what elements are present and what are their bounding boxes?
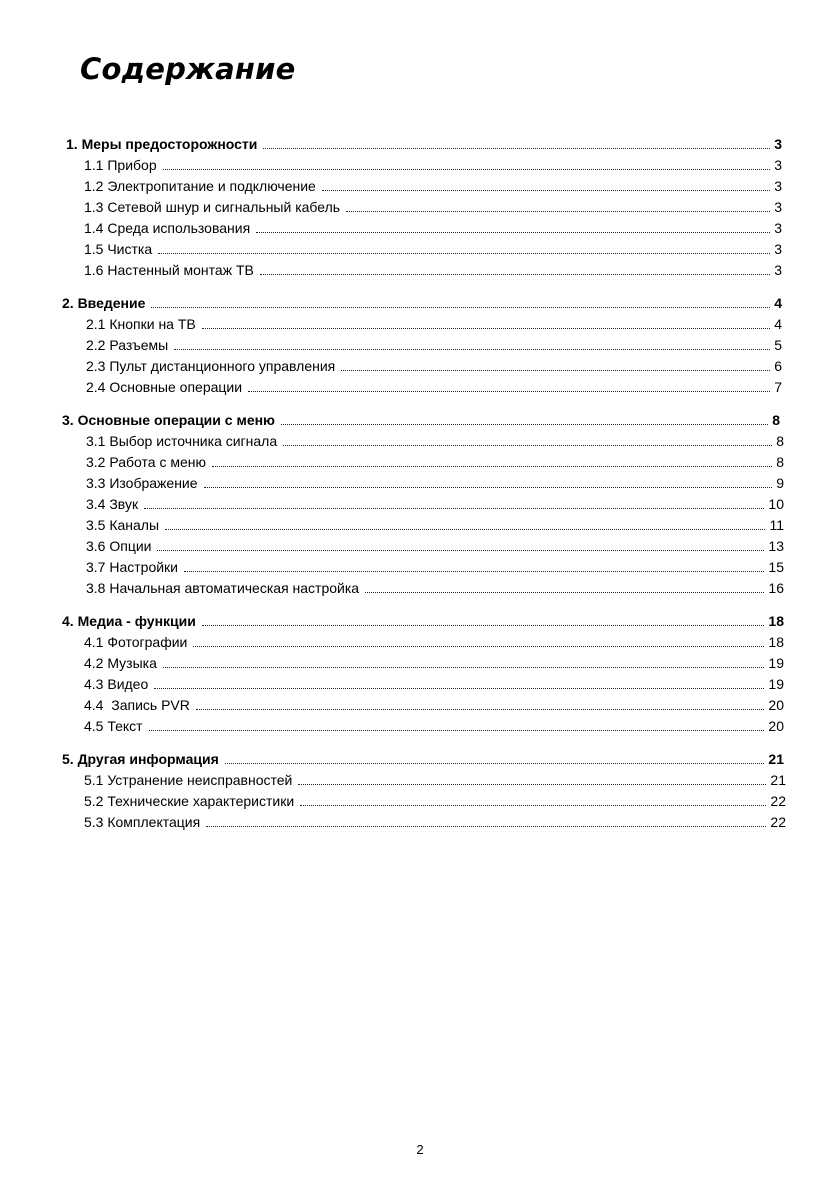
toc-section-4: [0, 611, 840, 737]
dot-leader: [341, 370, 770, 371]
toc-entry[interactable]: [0, 578, 784, 599]
dot-leader: [298, 784, 766, 785]
dot-leader: [157, 550, 764, 551]
dot-leader: [196, 709, 765, 710]
toc-page-number: 21: [768, 751, 784, 767]
toc-entry-label: 3.6 Опции: [86, 538, 152, 554]
toc-entry-label: 1.5 Чистка: [84, 241, 153, 257]
toc-page-number: 7: [774, 379, 782, 395]
dot-leader: [322, 190, 770, 191]
toc-page-number: 3: [774, 157, 782, 173]
toc-entry-label: 3.5 Каналы: [86, 517, 160, 533]
toc-section-1: [0, 134, 840, 281]
toc-entry-label: 3.1 Выбор источника сигнала: [86, 433, 278, 449]
toc-entry[interactable]: [0, 770, 786, 791]
dot-leader: [212, 466, 772, 467]
toc-entry[interactable]: [0, 239, 782, 260]
dot-leader: [248, 391, 770, 392]
toc-entry[interactable]: [0, 632, 784, 653]
toc-entry[interactable]: [0, 377, 782, 398]
dot-leader: [144, 508, 764, 509]
toc-entry[interactable]: [0, 473, 784, 494]
toc-page-number: 13: [768, 538, 784, 554]
page-title: Содержание: [80, 52, 296, 86]
toc-page-number: 3: [774, 220, 782, 236]
toc-entry-label: 3.3 Изображение: [86, 475, 198, 491]
toc-entry-label: 4.1 Фотографии: [84, 634, 188, 650]
toc-entry[interactable]: [0, 431, 784, 452]
toc-entry-label: 2.2 Разъемы: [86, 337, 169, 353]
toc-entry-label: 1.2 Электропитание и подключение: [84, 178, 316, 194]
dot-leader: [281, 424, 768, 425]
toc-entry[interactable]: [0, 515, 784, 536]
toc-entry[interactable]: [0, 653, 784, 674]
toc-page-number: 19: [768, 655, 784, 671]
toc-entry-label: 1.6 Настенный монтаж ТВ: [84, 262, 254, 278]
dot-leader: [300, 805, 766, 806]
toc-entry[interactable]: [0, 218, 782, 239]
dot-leader: [193, 646, 764, 647]
toc-page-number: 15: [768, 559, 784, 575]
dot-leader: [202, 328, 770, 329]
toc-entry-label: 3.7 Настройки: [86, 559, 178, 575]
toc-page-number: 9: [776, 475, 784, 491]
toc-page-number: 3: [774, 241, 782, 257]
toc-section-2: [0, 293, 840, 398]
toc-page-number: 8: [772, 412, 780, 428]
toc-page-number: 18: [768, 634, 784, 650]
toc-entry-label: 5.1 Устранение неисправностей: [84, 772, 293, 788]
toc-heading-label: 1. Меры предосторожности: [66, 136, 258, 152]
dot-leader: [225, 763, 765, 764]
toc-entry-label: 2.3 Пульт дистанционного управления: [86, 358, 336, 374]
toc-heading[interactable]: [0, 749, 784, 770]
toc-page-number: 3: [774, 178, 782, 194]
toc-section-3: [0, 410, 840, 599]
dot-leader: [206, 826, 766, 827]
toc-entry[interactable]: [0, 452, 784, 473]
toc-entry[interactable]: [0, 674, 784, 695]
toc-entry[interactable]: [0, 791, 786, 812]
toc-page-number: 3: [774, 262, 782, 278]
toc-entry-label: 2.1 Кнопки на ТВ: [86, 316, 196, 332]
toc-page-number: 22: [770, 793, 786, 809]
toc-heading-label: 5. Другая информация: [62, 751, 219, 767]
toc-heading[interactable]: [0, 410, 780, 431]
toc-entry[interactable]: [0, 494, 784, 515]
toc-page-number: 4: [774, 316, 782, 332]
toc-page-number: 21: [770, 772, 786, 788]
toc-entry[interactable]: [0, 716, 784, 737]
toc-entry[interactable]: [0, 536, 784, 557]
dot-leader: [204, 487, 773, 488]
toc-entry[interactable]: [0, 335, 782, 356]
toc-entry-label: 1.1 Прибор: [84, 157, 157, 173]
toc-entry[interactable]: [0, 176, 782, 197]
toc-entry-label: 5.3 Комплектация: [84, 814, 201, 830]
dot-leader: [256, 232, 770, 233]
toc-page-number: 6: [774, 358, 782, 374]
toc-page-number: 19: [768, 676, 784, 692]
toc-entry[interactable]: [0, 155, 782, 176]
table-of-contents: [0, 134, 840, 845]
toc-heading-label: 3. Основные операции с меню: [62, 412, 276, 428]
toc-page-number: 16: [768, 580, 784, 596]
dot-leader: [154, 688, 764, 689]
toc-entry-label: 3.4 Звук: [86, 496, 139, 512]
dot-leader: [184, 571, 764, 572]
toc-page-number: 22: [770, 814, 786, 830]
dot-leader: [163, 169, 771, 170]
toc-entry-label: 5.2 Технические характеристики: [84, 793, 295, 809]
toc-page-number: 8: [776, 433, 784, 449]
toc-entry-label: 1.3 Сетевой шнур и сигнальный кабель: [84, 199, 341, 215]
toc-entry-label: 4.4 Запись PVR: [84, 697, 190, 713]
toc-page-number: 3: [774, 136, 782, 152]
dot-leader: [365, 592, 764, 593]
page-number: 2: [416, 1142, 424, 1157]
toc-entry-label: 4.2 Музыка: [84, 655, 157, 671]
toc-entry-label: 1.4 Среда использования: [84, 220, 251, 236]
toc-page-number: 3: [774, 199, 782, 215]
toc-page-number: 20: [768, 697, 784, 713]
toc-page-number: 11: [769, 517, 784, 533]
dot-leader: [263, 148, 770, 149]
dot-leader: [163, 667, 765, 668]
toc-page-number: 8: [776, 454, 784, 470]
dot-leader: [283, 445, 772, 446]
toc-heading[interactable]: [0, 134, 782, 155]
dot-leader: [174, 349, 770, 350]
toc-entry[interactable]: [0, 314, 782, 335]
dot-leader: [158, 253, 770, 254]
toc-heading-label: 2. Введение: [62, 295, 146, 311]
toc-entry[interactable]: [0, 356, 782, 377]
toc-entry[interactable]: [0, 695, 784, 716]
toc-entry[interactable]: [0, 557, 784, 578]
dot-leader: [151, 307, 770, 308]
toc-entry-label: 2.4 Основные операции: [86, 379, 243, 395]
dot-leader: [202, 625, 765, 626]
toc-page-number: 20: [768, 718, 784, 734]
toc-entry-label: 3.8 Начальная автоматическая настройка: [86, 580, 360, 596]
toc-page-number: 5: [774, 337, 782, 353]
dot-leader: [165, 529, 765, 530]
dot-leader: [346, 211, 770, 212]
toc-page-number: 10: [768, 496, 784, 512]
dot-leader: [149, 730, 765, 731]
toc-entry-label: 3.2 Работа с меню: [86, 454, 206, 470]
toc-entry[interactable]: [0, 197, 782, 218]
toc-page-number: 18: [768, 613, 784, 629]
toc-heading[interactable]: [0, 611, 784, 632]
toc-entry[interactable]: [0, 260, 782, 281]
toc-page-number: 4: [774, 295, 782, 311]
dot-leader: [260, 274, 770, 275]
toc-entry-label: 4.5 Текст: [84, 718, 143, 734]
toc-heading-label: 4. Медиа - функции: [62, 613, 196, 629]
toc-entry-label: 4.3 Видео: [84, 676, 149, 692]
toc-heading[interactable]: [0, 293, 782, 314]
toc-entry[interactable]: [0, 812, 786, 833]
toc-section-5: [0, 749, 840, 833]
